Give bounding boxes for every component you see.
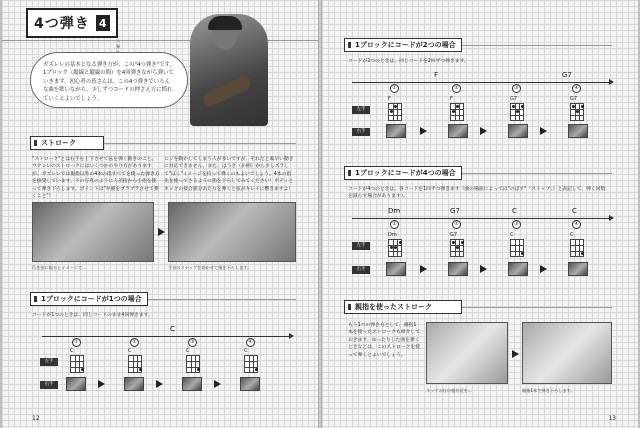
strum-photo: [508, 262, 528, 276]
beat-marker: ③: [512, 84, 521, 93]
chord-diagram: [450, 239, 464, 257]
page-number: 13: [608, 415, 616, 422]
right-hand-label: 右手: [40, 381, 58, 389]
stroke-heading-rule: [104, 143, 296, 144]
finger-dot: [255, 368, 258, 371]
block1-text: コードが1つのときは、同じコードのまま4回弾きます。: [32, 313, 153, 318]
beat-marker: ②: [452, 84, 461, 93]
chord-diagram-name: C: [186, 348, 190, 354]
thumb-caption-1: ネックの付け根付近を…: [426, 388, 473, 393]
right-page: [322, 0, 638, 428]
arrow-icon: [480, 265, 487, 273]
finger-dot: [461, 241, 464, 244]
intro-speech-bubble: ガズレレの基本となる弾き方が、この"4つ弾き"です。1ブロック（縦線と縦線の間）を4回弾きながら弾いていきます。初心者の皆さんは、この4つ弾きでいろんな曲を歌いながら、少しずつコードの押さえ方に慣れていくとよいでしょう。: [30, 52, 188, 108]
chord-name: G7: [450, 207, 460, 215]
arrow-icon: [420, 265, 427, 273]
stroke-photo-1: [32, 202, 154, 262]
author-photo: [190, 14, 268, 126]
finger-dot: [581, 252, 584, 255]
ukulele-image: [201, 74, 252, 108]
page-number: 12: [32, 415, 40, 422]
block4-text: コードが4つのときは、各コードを1回ずつ弾きます（曲の場面によっては"のばす"「ストップ」）と表記して、弾く回数を減らす場合があります）。: [348, 187, 606, 200]
chord-diagram: [570, 103, 584, 121]
chord-diagram: [510, 103, 524, 121]
chord-diagram: [510, 239, 524, 257]
finger-dot: [581, 105, 584, 108]
chord-diagram: [570, 239, 584, 257]
chord-diagram-name: C: [510, 232, 514, 238]
stroke-photo-2: [168, 202, 296, 262]
arrow-icon: [98, 380, 105, 388]
chord-diagram: [388, 103, 402, 121]
block2-heading: 1ブロックにコードが2つの場合: [344, 38, 462, 52]
chord-diagram-name: C: [244, 348, 248, 354]
chord-diagram: [244, 355, 258, 373]
block2-heading-rule: [462, 45, 612, 46]
thumb-stroke-text: もう1つの弾き方として、親指1本を使ったストロークも紹介しておきます。ゆったりした曲を弾くときなどは、このストロークを使って弾くとよいでしょう。: [348, 323, 420, 358]
arrow-icon: [480, 127, 487, 135]
arrow-icon: [540, 127, 547, 135]
block2-text: コードが2つのときは、同じコードを2回ずつ弾きます。: [348, 59, 469, 64]
chord-diagram-name: C: [570, 232, 574, 238]
thumb-stroke-heading: 親指を使ったストローク: [344, 300, 462, 314]
finger-dot: [394, 105, 397, 108]
finger-dot: [521, 252, 524, 255]
chord-name: G7: [562, 71, 572, 79]
chord-name: C: [170, 325, 175, 333]
chord-diagram-name: F: [450, 96, 453, 102]
finger-dot: [572, 105, 575, 108]
chord-diagram-name: F: [388, 96, 391, 102]
chord-diagram-name: G7: [570, 96, 578, 102]
author-cap: [208, 16, 242, 30]
section-title: 4つ弾き: [34, 16, 90, 32]
beat-marker: ②: [452, 220, 461, 229]
block1-heading: 1ブロックにコードが1つの場合: [30, 292, 148, 306]
block4-heading-rule: [462, 173, 612, 174]
strum-photo: [182, 377, 202, 391]
title-rule: [2, 40, 318, 41]
left-hand-label: 左手: [40, 358, 58, 366]
beat-marker: ④: [572, 84, 581, 93]
strum-photo: [386, 262, 406, 276]
finger-dot: [390, 110, 393, 113]
section-title-box: [26, 8, 120, 49]
stroke-caption-1: 爪を弦に振るとイメージで…: [32, 265, 87, 270]
finger-dot: [390, 246, 393, 249]
chord-name: C: [512, 207, 517, 215]
beat-marker: ③: [188, 338, 197, 347]
finger-dot: [521, 105, 524, 108]
left-page: [2, 0, 318, 428]
beat-marker: ④: [246, 338, 255, 347]
right-hand-label: 右手: [352, 128, 370, 136]
strum-photo: [448, 262, 468, 276]
thumb-photo-1: [426, 322, 508, 384]
finger-dot: [456, 246, 459, 249]
block1-heading-rule: [148, 299, 296, 300]
strum-photo: [240, 377, 260, 391]
strum-photo: [386, 124, 406, 138]
chord-diagram: [186, 355, 200, 373]
finger-dot: [516, 110, 519, 113]
right-hand-label: 右手: [352, 266, 370, 274]
finger-dot: [399, 241, 402, 244]
arrow-icon: [156, 380, 163, 388]
chord-diagram: [128, 355, 142, 373]
chord-name: F: [434, 71, 439, 79]
arrow-icon: [512, 350, 519, 358]
finger-dot: [139, 368, 142, 371]
chord-diagram-name: Dm: [388, 232, 397, 238]
section-title-sub: 4 弾: [116, 33, 120, 49]
beat-marker: ①: [72, 338, 81, 347]
stroke-heading: ストローク: [30, 136, 104, 150]
strum-photo: [508, 124, 528, 138]
left-hand-label: 左手: [352, 106, 370, 114]
chord-diagram-name: G7: [450, 232, 458, 238]
stroke-text-right: ヒジを動かしてしまう人が多いですが、それだと素早い動きに対応できません。また、はうき（か柄）から少しズラして"ほく"イメージを持って弾くのもよいでしょう。4本の指先を使ってさるように指を下ろしてみてください！ボディとネックの接合部分あたりを弾くと弦がキレイに響きますよ！: [164, 157, 294, 192]
beat-marker: ③: [512, 220, 521, 229]
chord-diagram-name: C: [70, 348, 74, 354]
chord-diagram: [70, 355, 84, 373]
finger-dot: [512, 105, 515, 108]
chord-diagram: [388, 239, 402, 257]
block4-heading: 1ブロックにコードが4つの場合: [344, 166, 462, 180]
arrow-icon: [420, 127, 427, 135]
beat-marker: ④: [572, 220, 581, 229]
thumb-caption-2: 親指1本で弾き下ろします。: [522, 388, 575, 393]
strum-photo: [66, 377, 86, 391]
beat-marker: ①: [390, 84, 399, 93]
arrow-icon: [214, 380, 221, 388]
strum-photo: [448, 124, 468, 138]
finger-dot: [452, 110, 455, 113]
chord-name: Dm: [388, 207, 401, 215]
thumb-heading-rule: [462, 307, 612, 308]
finger-dot: [456, 105, 459, 108]
beat-marker: ①: [390, 220, 399, 229]
arrow-icon: [540, 265, 547, 273]
thumb-photo-2: [522, 322, 612, 384]
arrow-icon: [158, 228, 165, 236]
beat-marker: ②: [130, 338, 139, 347]
stroke-text-left: "ストローク"とは右手を上下させて弦を弾く動きのこと。ウクレレのストロークにはいくつかのやり方がありますが、ガズレレでは親指以外の4本の指すべてを使った弾き方を推奨しています。下の写真のように人差指から小指を使って弾き下ろします。ポイントは"弁慶をブラブラさせて弾くこと"！: [32, 157, 160, 200]
section-number-badge: 4: [96, 15, 110, 31]
chord-diagram: [450, 103, 464, 121]
left-hand-label: 左手: [352, 242, 370, 250]
chord-name: C: [572, 207, 577, 215]
strum-photo: [124, 377, 144, 391]
chord-diagram-name: G7: [510, 96, 518, 102]
finger-dot: [576, 110, 579, 113]
finger-dot: [197, 368, 200, 371]
stroke-caption-2: 手首のスナップを効かせて指を下ろします。: [168, 265, 252, 270]
strum-photo: [568, 262, 588, 276]
finger-dot: [81, 368, 84, 371]
chord-diagram-name: C: [128, 348, 132, 354]
strum-photo: [568, 124, 588, 138]
finger-dot: [452, 241, 455, 244]
finger-dot: [394, 246, 397, 249]
